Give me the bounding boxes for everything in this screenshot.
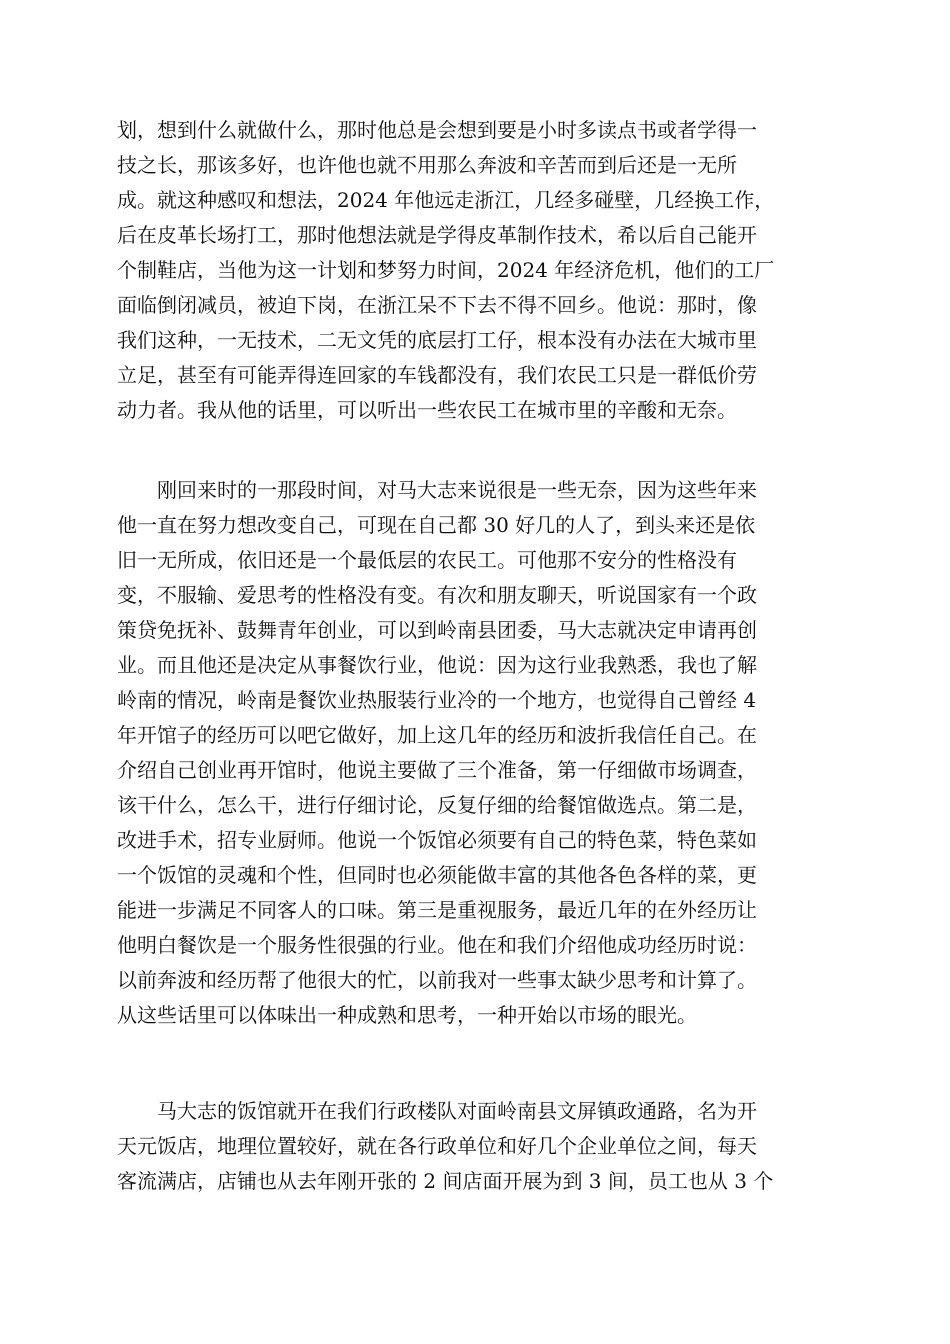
text-line: 立足，甚至有可能弄得连回家的车钱都没有，我们农民工只是一群低价劳	[117, 363, 757, 387]
text-line: 岭南的情况，岭南是餐饮业热服装行业冷的一个地方，也觉得自己曾经 4	[117, 688, 757, 712]
text-line: 客流满店，店铺也从去年刚开张的 2 间店面开展为到 3 间，员工也从 3 个	[117, 1169, 774, 1193]
text-line: 业。而且他还是决定从事餐饮行业，他说：因为这行业我熟悉，我也了解	[117, 653, 757, 677]
text-line: 他一直在努力想改变自己，可现在自己都 30 好几的人了，到头来还是依	[117, 513, 756, 537]
text-line: 面临倒闭减员，被迫下岗，在浙江呆不下去不得不回乡。他说：那时，像	[117, 293, 757, 317]
text-line: 成。就这种感叹和想法，2024 年他远走浙江，几经多碰壁，几经换工作，	[117, 188, 775, 212]
text-line: 策贷免抚补、鼓舞青年创业，可以到岭南县团委，马大志就决定申请再创	[117, 618, 757, 642]
text-line: 动力者。我从他的话里，可以听出一些农民工在城市里的辛酸和无奈。	[117, 398, 737, 422]
text-line: 技之长，那该多好，也许他也就不用那么奔波和辛苦而到后还是一无所	[117, 153, 737, 177]
paragraph-3	[117, 1094, 831, 1199]
text-line: 改进手术，招专业厨师。他说一个饭馆必须要有自己的特色菜，特色菜如	[117, 828, 757, 852]
text-line: 旧一无所成，依旧还是一个最低层的农民工。可他那不安分的性格没有	[117, 548, 737, 572]
text-line: 他明白餐饮是一个服务性很强的行业。他在和我们介绍他成功经历时说：	[117, 933, 757, 957]
text-line: 以前奔波和经历帮了他很大的忙，以前我对一些事太缺少思考和计算了。	[117, 968, 757, 992]
paragraph-2	[117, 473, 831, 1033]
text-line: 从这些话里可以体味出一种成熟和思考，一种开始以市场的眼光。	[117, 1003, 697, 1027]
text-line: 划，想到什么就做什么，那时他总是会想到要是小时多读点书或者学得一	[117, 118, 757, 142]
text-line: 后在皮革长场打工，那时他想法就是学得皮革制作技术，希以后自己能开	[117, 223, 757, 247]
text-line: 个制鞋店，当他为这一计划和梦努力时间，2024 年经济危机，他们的工厂	[117, 258, 775, 282]
text-line-first: 马大志的饭馆就开在我们行政楼队对面岭南县文屏镇政通路，名为开	[157, 1099, 757, 1123]
text-line: 一个饭馆的灵魂和个性，但同时也必须能做丰富的其他各色各样的菜，更	[117, 863, 757, 887]
text-line: 能进一步满足不同客人的口味。第三是重视服务，最近几年的在外经历让	[117, 898, 757, 922]
text-line: 年开馆子的经历可以吧它做好，加上这几年的经历和波折我信任自己。在	[117, 723, 757, 747]
text-line-first: 刚回来时的一那段时间，对马大志来说很是一些无奈，因为这些年来	[157, 478, 757, 502]
text-line: 我们这种，一无技术，二无文凭的底层打工仔，根本没有办法在大城市里	[117, 328, 757, 352]
paragraph-1	[117, 113, 831, 428]
text-line: 介绍自己创业再开馆时，他说主要做了三个准备，第一仔细做市场调查，	[117, 758, 757, 782]
text-line: 天元饭店，地理位置较好，就在各行政单位和好几个企业单位之间，每天	[117, 1134, 757, 1158]
text-line: 该干什么，怎么干，进行仔细讨论，反复仔细的给餐馆做选点。第二是，	[117, 793, 757, 817]
text-line: 变，不服输、爱思考的性格没有变。有次和朋友聊天，听说国家有一个政	[117, 583, 757, 607]
